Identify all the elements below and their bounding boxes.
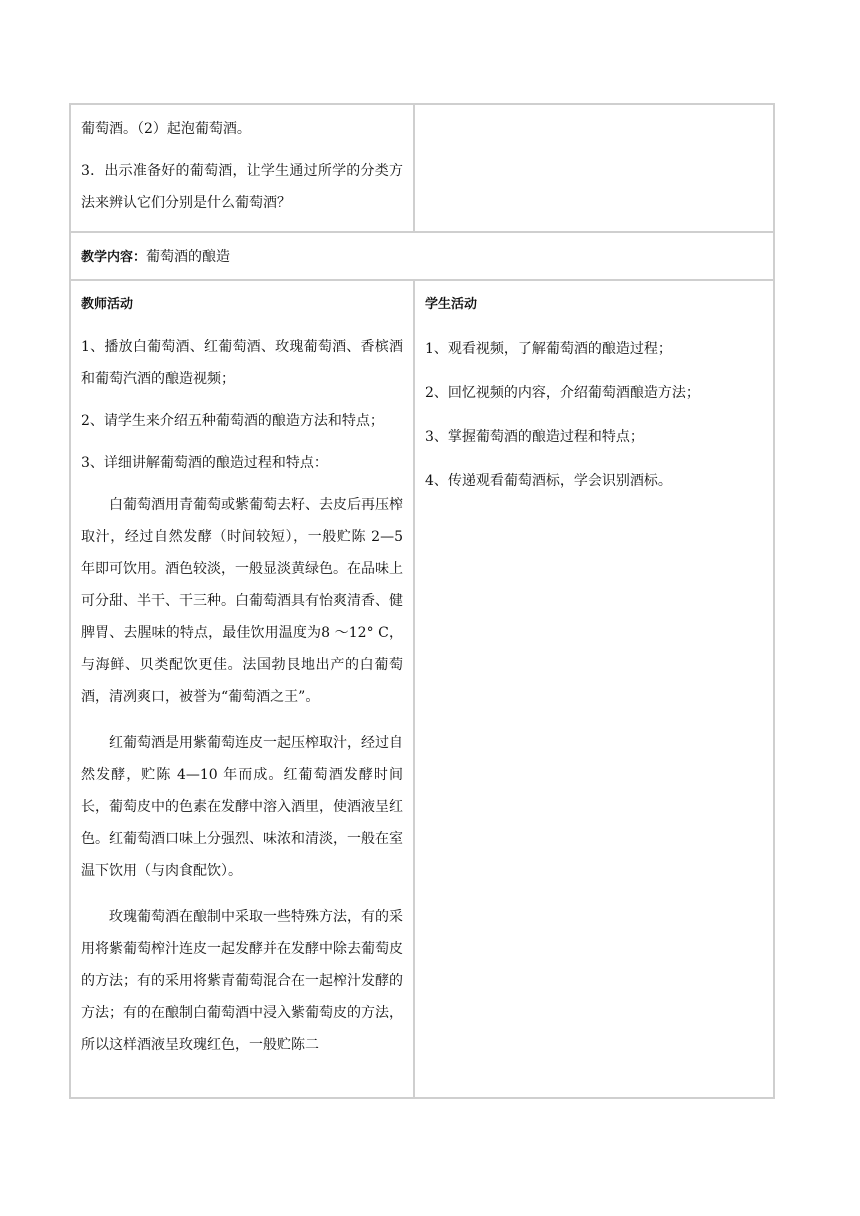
table-cell <box>71 105 415 231</box>
teaching-content-value: 葡萄酒的酿造 <box>146 249 231 265</box>
student-item: 2、回忆视频的内容，介绍葡萄酒酿造方法； <box>425 385 700 401</box>
teaching-content-label: 教学内容： <box>81 250 147 265</box>
lesson-table <box>69 103 775 1099</box>
table-cell-empty <box>415 105 773 231</box>
teaching-content-cell <box>71 233 773 279</box>
paragraph: 3．出示准备好的葡萄酒，让学生通过所学的分类方法来辨认它们分别是什么葡萄酒？ <box>81 163 403 211</box>
teacher-item: 1、播放白葡萄酒、红葡萄酒、玫瑰葡萄酒、香槟酒和葡萄汽酒的酿造视频； <box>81 339 403 387</box>
table-row <box>71 281 773 1097</box>
student-activity-header: 学生活动 <box>425 297 478 312</box>
white-wine-paragraph: 白葡萄酒用青葡萄或紫葡萄去籽、去皮后再压榨取汁，经过自然发酵（时间较短），一般贮陈 2—5 年即可饮用。酒色较淡，一般显淡黄绿色。在品味上可分甜、半干、干三种。白葡萄酒具有怡爽清香、健脾胃、去腥味的特点，最佳饮用温度为8 ～12° C，与海鲜、贝类配饮更佳。法国勃艮地出产的白葡萄酒，清冽爽口，被誉为“葡萄酒之王”。 <box>81 497 403 705</box>
rose-wine-paragraph: 玫瑰葡萄酒在酿制中采取一些特殊方法，有的采用将紫葡萄榨汁连皮一起发酵并在发酵中除去葡萄皮的方法；有的采用将紫青葡萄混合在一起榨汁发酵的方法；有的在酿制白葡萄酒中浸入紫葡萄皮的方法，所以这样酒液呈玫瑰红色，一般贮陈二 <box>81 909 403 1053</box>
teacher-activity-header: 教师活动 <box>81 297 134 312</box>
student-item: 3、掌握葡萄酒的酿造过程和特点； <box>425 429 644 445</box>
teacher-item: 3、详细讲解葡萄酒的酿造过程和特点： <box>81 455 328 471</box>
table-row <box>71 105 773 233</box>
table-row <box>71 233 773 281</box>
student-item: 4、传递观看葡萄酒标，学会识别酒标。 <box>425 473 672 489</box>
student-activity-cell <box>415 281 773 1097</box>
teacher-activity-cell <box>71 281 415 1097</box>
paragraph: 葡萄酒。（2）起泡葡萄酒。 <box>81 121 251 137</box>
student-item: 1、观看视频，了解葡萄酒的酿造过程； <box>425 341 672 357</box>
teacher-item: 2、请学生来介绍五种葡萄酒的酿造方法和特点； <box>81 413 384 429</box>
red-wine-paragraph: 红葡萄酒是用紫葡萄连皮一起压榨取汁，经过自然发酵，贮陈 4—10 年而成。红葡萄酒发酵时间长，葡萄皮中的色素在发酵中溶入酒里，使酒液呈红色。红葡萄酒口味上分强烈、味浓和清淡，一般在室温下饮用（与肉食配饮）。 <box>81 735 403 879</box>
